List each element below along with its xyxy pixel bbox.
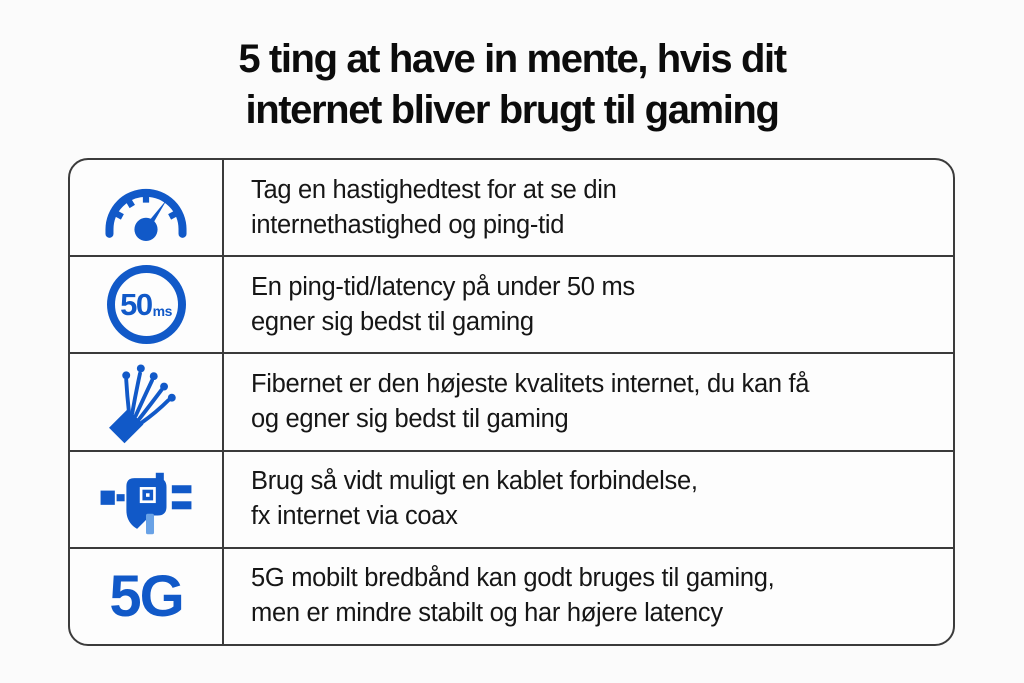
fiber-optic-icon	[103, 359, 189, 445]
ping-50ms-icon	[107, 265, 186, 344]
ping-unit: ms	[152, 302, 172, 319]
tip-line: En ping-tid/latency på under 50 ms	[251, 272, 635, 301]
tip-line: Fibernet er den højeste kvalitets internet, du kan få	[251, 370, 810, 398]
table-row-5g	[70, 547, 953, 644]
icon-cell	[70, 549, 224, 644]
page-title	[0, 34, 1024, 136]
page-title-line1: 5 ting at have in mente, hvis dit	[238, 37, 786, 81]
tips-table	[68, 158, 955, 646]
icon-cell	[70, 257, 224, 352]
tip-line: Brug så vidt muligt en kablet forbindelse,	[251, 467, 698, 496]
tip-text	[224, 354, 953, 449]
tip-line: og egner sig bedst til gaming	[251, 405, 569, 433]
tip-text	[224, 160, 953, 255]
tip-line: fx internet via coax	[251, 502, 458, 531]
speedometer-icon	[97, 172, 195, 244]
icon-cell	[70, 452, 224, 547]
tip-line: 5G mobilt bredbånd kan godt bruges til gaming,	[251, 564, 775, 593]
tip-text	[224, 452, 953, 547]
tip-line: men er mindre stabilt og har højere latency	[251, 599, 723, 628]
coax-plug-icon	[97, 462, 195, 537]
table-row-ping	[70, 255, 953, 352]
page-title-line2: internet bliver brugt til gaming	[245, 88, 779, 132]
tip-text	[224, 257, 953, 352]
icon-cell	[70, 160, 224, 255]
table-row-fiber	[70, 352, 953, 449]
tip-line: internethastighed og ping-tid	[251, 210, 565, 239]
table-row-speedtest	[70, 160, 953, 255]
ping-value: 50	[120, 286, 152, 322]
table-row-cable	[70, 450, 953, 547]
tip-text	[224, 549, 953, 644]
icon-cell	[70, 354, 224, 449]
tip-line: Tag en hastighedtest for at se din	[251, 175, 617, 204]
5g-icon: 5G	[109, 563, 183, 629]
tip-line: egner sig bedst til gaming	[251, 307, 534, 336]
